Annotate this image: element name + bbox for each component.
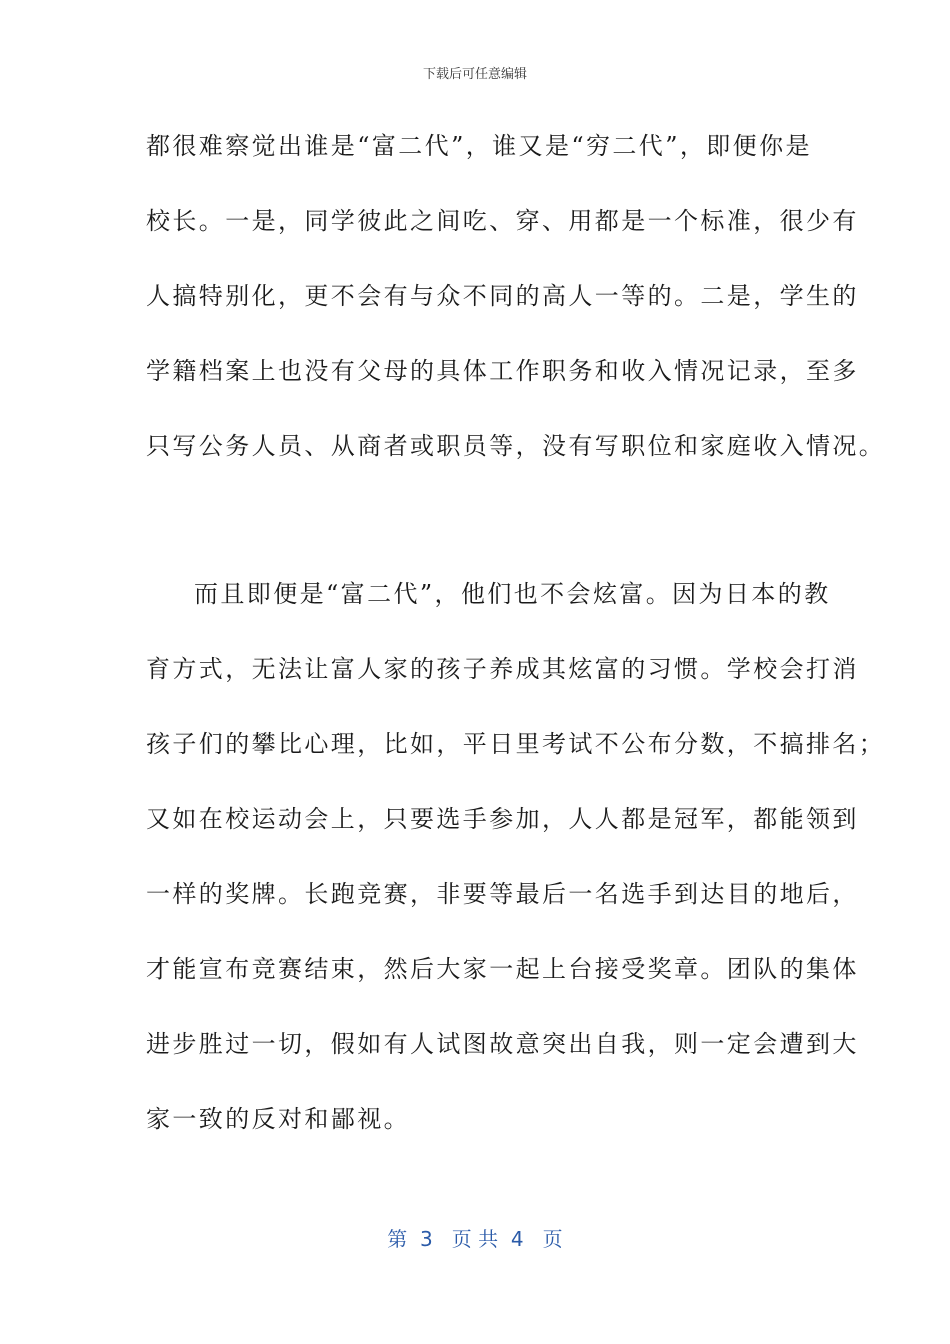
paragraph-1-line-1: 都很难察觉出谁是“富二代”，谁又是“穷二代”，即便你是 <box>146 132 812 160</box>
page-number-footer: 第 3 页 共 4 页 <box>387 1227 563 1251</box>
paragraph-1-line-5: 只写公务人员、从商者或职员等，没有写职位和家庭收入情况。 <box>146 432 886 460</box>
paragraph-2-line-4: 又如在校运动会上，只要选手参加，人人都是冠军，都能领到 <box>146 805 859 833</box>
paragraph-1-line-3: 人搞特别化，更不会有与众不同的高人一等的。二是，学生的 <box>146 282 859 310</box>
paragraph-2-line-6: 才能宣布竞赛结束，然后大家一起上台接受奖章。团队的集体 <box>146 955 859 983</box>
paragraph-2-line-7: 进步胜过一切，假如有人试图故意突出自我，则一定会遭到大 <box>146 1030 859 1058</box>
paragraph-2-line-8: 家一致的反对和鄙视。 <box>146 1105 410 1133</box>
paragraph-2-line-2: 育方式，无法让富人家的孩子养成其炫富的习惯。学校会打消 <box>146 655 859 683</box>
paragraph-2-line-5: 一样的奖牌。长跑竞赛，非要等最后一名选手到达目的地后， <box>146 880 859 908</box>
page-header: 下载后可任意编辑 <box>422 67 527 82</box>
paragraph-2-line-3: 孩子们的攀比心理，比如，平日里考试不公布分数，不搞排名； <box>146 730 886 758</box>
paragraph-1-line-4: 学籍档案上也没有父母的具体工作职务和收入情况记录，至多 <box>146 357 859 385</box>
paragraph-1-line-2: 校长。一是，同学彼此之间吃、穿、用都是一个标准，很少有 <box>146 207 859 235</box>
paragraph-2-line-1: 而且即便是“富二代”，他们也不会炫富。因为日本的教 <box>194 580 831 608</box>
